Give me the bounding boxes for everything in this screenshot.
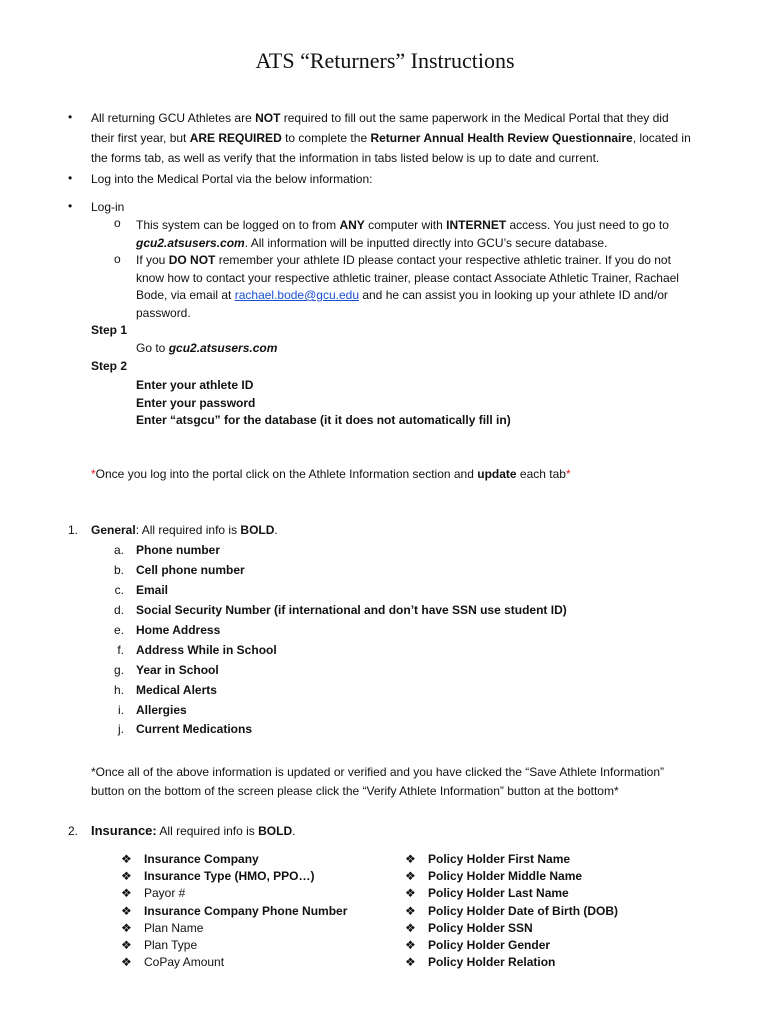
- text: , located in: [632, 131, 691, 145]
- step-1-text: [136, 341, 277, 355]
- insurance-item: Policy Holder Gender: [428, 938, 551, 952]
- insurance-item: Policy Holder SSN: [428, 921, 533, 935]
- diamond-bullet-icon: ❖: [405, 869, 416, 883]
- list-item: Address While in School: [136, 643, 277, 657]
- list-letter: c.: [114, 583, 124, 597]
- portal-url: gcu2.atsusers.com: [168, 341, 278, 355]
- login-line: password.: [136, 305, 191, 320]
- emphasis: Returner Annual Health Review Questionnaire: [370, 131, 633, 145]
- general-note: [91, 763, 741, 801]
- diamond-bullet-icon: ❖: [121, 938, 132, 952]
- section-number: 1.: [67, 523, 78, 537]
- list-item: Medical Alerts: [136, 683, 217, 697]
- emphasis: INTERNET: [446, 218, 507, 232]
- text: All returning GCU Athletes are: [91, 111, 256, 125]
- text: to complete the: [281, 131, 371, 145]
- text: their first year, but: [91, 131, 190, 145]
- insurance-item: Insurance Type (HMO, PPO…): [144, 869, 315, 883]
- insurance-item: Policy Holder Last Name: [428, 886, 569, 900]
- step-2-line: Enter your athlete ID: [136, 378, 254, 392]
- list-letter: d.: [113, 603, 124, 617]
- insurance-item: Policy Holder Date of Birth (DOB): [428, 904, 619, 918]
- diamond-bullet-icon: ❖: [121, 955, 132, 969]
- diamond-bullet-icon: ❖: [405, 938, 416, 952]
- emphasis: DO NOT: [168, 253, 216, 267]
- portal-url: gcu2.atsusers.com: [136, 236, 245, 250]
- list-letter: a.: [113, 543, 124, 557]
- list-letter: b.: [113, 563, 124, 577]
- bullet-icon: •: [68, 199, 73, 213]
- step-1-label: Step 1: [91, 323, 128, 337]
- diamond-bullet-icon: ❖: [405, 904, 416, 918]
- list-item: Social Security Number (if international and don’t have SSN use student ID): [136, 603, 567, 617]
- step-2-label: Step 2: [91, 359, 128, 373]
- step-2-line: Enter your password: [136, 395, 256, 410]
- insurance-item: Insurance Company: [144, 852, 259, 866]
- text: . All information will be inputted directly into GCU’s secure database.: [244, 236, 608, 250]
- text: .: [274, 523, 278, 537]
- text: All required info is: [156, 824, 259, 838]
- text: Once you log into the portal click on the Athlete Information section and: [95, 467, 478, 481]
- text: computer with: [364, 218, 447, 232]
- diamond-bullet-icon: ❖: [405, 955, 416, 969]
- diamond-bullet-icon: ❖: [121, 904, 132, 918]
- diamond-bullet-icon: ❖: [405, 886, 416, 900]
- emphasis: ARE REQUIRED: [189, 131, 282, 145]
- list-letter: f.: [117, 643, 124, 657]
- diamond-bullet-icon: ❖: [121, 852, 132, 866]
- bullet-icon: •: [68, 110, 73, 124]
- diamond-bullet-icon: ❖: [121, 886, 132, 900]
- emphasis: BOLD: [258, 824, 293, 838]
- insurance-item: Policy Holder Middle Name: [428, 869, 583, 883]
- list-item: Current Medications: [136, 722, 253, 736]
- text: remember your athlete ID please contact your respective athletic trainer. If you do not: [215, 253, 671, 267]
- intro-bullet-3: Log-in: [91, 200, 125, 214]
- intro-line: the forms tab, as well as verify that the information in tabs listed below is up to date and current.: [91, 151, 600, 165]
- list-item: Allergies: [136, 703, 187, 717]
- login-line: [136, 216, 736, 234]
- emphasis: NOT: [255, 111, 281, 125]
- text: This system can be logged on to from: [136, 218, 340, 232]
- asterisk: *: [565, 467, 571, 481]
- section-label: General: [91, 523, 136, 537]
- list-letter: h.: [113, 683, 124, 697]
- email-link[interactable]: rachael.bode@gcu.edu: [234, 288, 359, 302]
- list-item: Phone number: [136, 543, 221, 557]
- insurance-item: CoPay Amount: [144, 955, 225, 969]
- text: each tab: [516, 467, 566, 481]
- portal-note: [91, 467, 571, 481]
- insurance-item: Policy Holder First Name: [428, 852, 571, 866]
- text: .: [292, 824, 296, 838]
- diamond-bullet-icon: ❖: [405, 852, 416, 866]
- intro-bullet-1: [91, 108, 731, 168]
- page-title: ATS “Returners” Instructions: [255, 48, 515, 73]
- intro-line: [91, 128, 731, 148]
- list-letter: g.: [113, 663, 124, 677]
- login-info-1: [136, 216, 736, 252]
- list-letter: j.: [118, 722, 124, 736]
- sub-bullet-icon: o: [114, 216, 121, 230]
- emphasis: BOLD: [240, 523, 275, 537]
- login-line: [136, 252, 736, 270]
- list-item: Year in School: [136, 663, 219, 677]
- text: required to fill out the same paperwork in the Medical Portal that they did: [280, 111, 669, 125]
- list-letter: i.: [118, 703, 124, 717]
- diamond-bullet-icon: ❖: [121, 869, 132, 883]
- general-heading: [91, 523, 278, 537]
- login-line: know how to contact your respective athletic trainer, please contact Associate Athletic Trainer, Rachael: [136, 270, 679, 285]
- login-line: [136, 234, 736, 252]
- list-item: Cell phone number: [136, 563, 245, 577]
- intro-bullet-2: Log into the Medical Portal via the below information:: [91, 172, 373, 186]
- asterisk: *: [91, 467, 96, 481]
- list-item: Email: [136, 583, 169, 597]
- list-letter: e.: [113, 623, 124, 637]
- step-2-list: [136, 377, 511, 430]
- text: Go to: [136, 341, 169, 355]
- bullet-icon: •: [68, 171, 73, 185]
- section-number: 2.: [67, 824, 78, 838]
- note-line: *Once all of the above information is updated or verified and you have clicked the “Save Athlete Information”: [91, 765, 664, 779]
- text: Bode, via email at: [136, 288, 235, 302]
- intro-line: [91, 108, 731, 128]
- insurance-heading: [91, 823, 295, 838]
- login-line: [136, 287, 736, 305]
- sub-bullet-icon: o: [114, 252, 121, 266]
- section-label: Insurance:: [91, 823, 157, 838]
- step-2-line: Enter “atsgcu” for the database (it it does not automatically fill in): [136, 413, 511, 427]
- diamond-bullet-icon: ❖: [405, 921, 416, 935]
- insurance-item: Policy Holder Relation: [428, 955, 556, 969]
- login-info-2: [136, 252, 736, 322]
- text: access. You just need to go to: [506, 218, 669, 232]
- text: : All required info is: [135, 523, 241, 537]
- diamond-bullet-icon: ❖: [121, 921, 132, 935]
- insurance-item: Payor #: [144, 886, 186, 900]
- insurance-item: Plan Type: [144, 938, 198, 952]
- emphasis: update: [477, 467, 517, 481]
- text: and he can assist you in looking up your athlete ID and/or: [359, 288, 668, 302]
- text: If you: [136, 253, 169, 267]
- note-line: button on the bottom of the screen please click the “Verify Athlete Information” button at the bottom*: [91, 784, 619, 798]
- insurance-item: Plan Name: [144, 921, 204, 935]
- insurance-item: Insurance Company Phone Number: [144, 904, 348, 918]
- emphasis: ANY: [339, 218, 365, 232]
- list-item: Home Address: [136, 623, 221, 637]
